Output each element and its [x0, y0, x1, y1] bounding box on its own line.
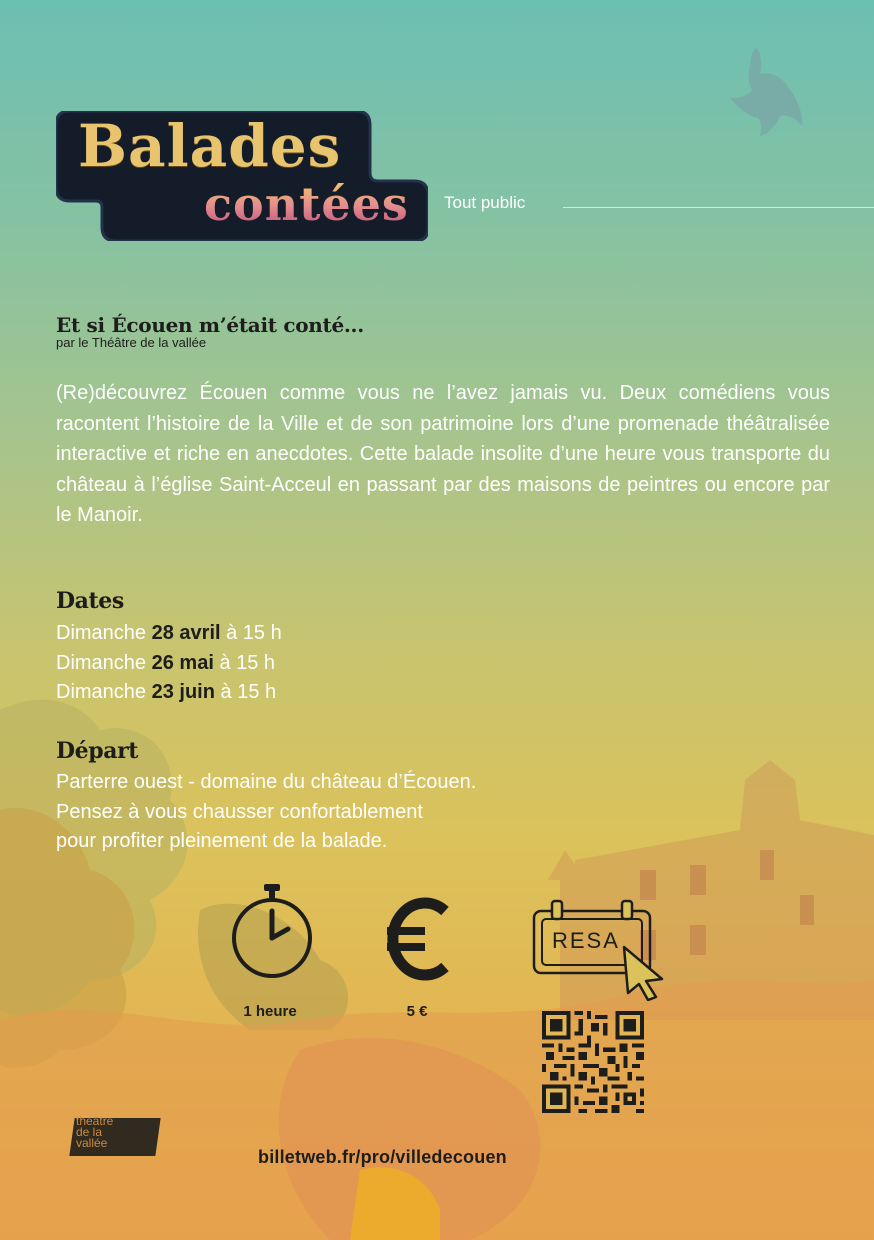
date-item — [56, 649, 282, 679]
stopwatch-icon — [228, 882, 316, 978]
date-day: Dimanche — [56, 651, 147, 674]
event-title: Et si Écouen m’était conté... — [56, 313, 364, 337]
dates-list — [56, 619, 282, 708]
date-item — [56, 678, 282, 708]
header-divider — [563, 207, 874, 208]
date-time: à 15 h — [220, 681, 277, 703]
logo-text-contees: contées — [204, 177, 409, 231]
logo-text-balades: Balades — [78, 112, 342, 180]
qr-code[interactable] — [542, 1011, 644, 1113]
booking-url-link[interactable]: billetweb.fr/pro/villedecouen — [258, 1147, 507, 1167]
duration-label: 1 heure — [243, 1003, 297, 1020]
price-label: 5 € — [406, 1003, 428, 1020]
balades-contees-logo — [56, 111, 428, 241]
event-subtitle: par le Théâtre de la vallée — [56, 335, 207, 350]
date-day: Dimanche — [56, 681, 147, 703]
reservation-text: RESA — [552, 928, 620, 953]
date-value: 26 mai — [151, 651, 214, 674]
euro-icon — [385, 897, 453, 981]
dates-heading: Dates — [56, 588, 124, 614]
departure-heading: Départ — [56, 738, 139, 764]
theatre-de-la-vallee-logo: théâtre de la vallée — [72, 1114, 162, 1158]
date-value: 23 juin — [151, 681, 215, 703]
departure-line: pour profiter pleinement de la balade. — [56, 830, 388, 852]
date-item — [56, 619, 282, 649]
bird-silhouette-icon — [726, 44, 806, 140]
departure-line: Parterre ouest - domaine du château d’Écouen. — [56, 771, 477, 793]
departure-lines — [56, 768, 476, 857]
departure-line: Pensez à vous chausser confortablement — [56, 800, 423, 823]
audience-label: Tout public — [444, 193, 526, 212]
date-value: 28 avril — [151, 622, 221, 644]
event-description: (Re)découvrez Écouen comme vous ne l’avez jamais vu. Deux comédiens vous racontent l’histoire de la Ville et de son patrimoine lors d’une promenade théâtralisée interactive et riche en anecdotes. Cette balade insolite d’une heure vous transporte du château à l’église Saint-Acceul en passant par des maisons de peintres ou encore par le Manoir. — [56, 382, 830, 526]
date-time: à 15 h — [226, 622, 282, 644]
date-time: à 15 h — [219, 651, 276, 674]
date-day: Dimanche — [56, 622, 147, 644]
reservation-button[interactable] — [532, 897, 672, 1001]
